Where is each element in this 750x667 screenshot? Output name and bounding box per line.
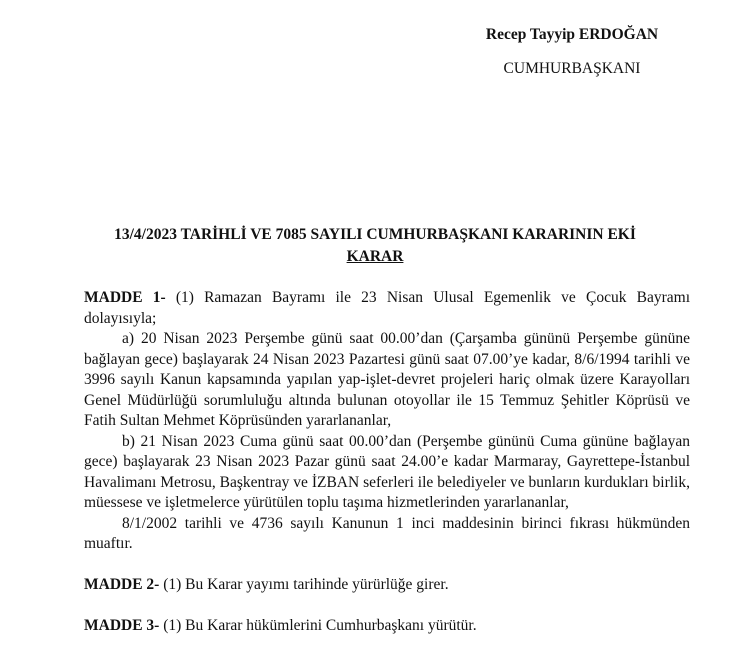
decision-body bbox=[84, 288, 690, 637]
decision-title-line1: 13/4/2023 TARİHLİ VE 7085 SAYILI CUMHURBAŞKANI KARARININ EKİ bbox=[114, 226, 636, 243]
article-3-label: MADDE 3- bbox=[84, 617, 160, 634]
article-1-closing: 8/1/2002 tarihli ve 4736 sayılı Kanunun 1 inci maddesinin birinci fıkrası hükmünden muaftır. bbox=[84, 514, 690, 552]
signer-title: CUMHURBAŞKANI bbox=[503, 60, 641, 77]
decision-title-line2: KARAR bbox=[346, 248, 404, 265]
article-1-intro bbox=[84, 288, 690, 329]
article-3-text: (1) Bu Karar hükümlerini Cumhurbaşkanı yürütür. bbox=[163, 617, 477, 634]
article-3 bbox=[84, 616, 690, 637]
article-1-item-a: a) 20 Nisan 2023 Perşembe günü saat 00.00’dan (Çarşamba gününü Perşembe gününe bağlayan gece) başlayarak 24 Nisan 2023 Pazartesi günü saat 07.00’ye kadar, 8/6/1994 tarihli ve 3996 sayılı Kanun kapsamında yapılan yap-işlet-devret projeleri hariç olmak üzere Karayolları Genel Müdürlüğü sorumluluğu altında bulunan otoyollar ile 15 Temmuz Şehitler Köprüsü ve Fatih Sultan Mehmet Köprüsünden yararlananlar, bbox=[84, 330, 690, 429]
signer-name: Recep Tayyip ERDOĞAN bbox=[485, 26, 659, 43]
article-1-intro-text: (1) Ramazan Bayramı ile 23 Nisan Ulusal Egemenlik ve Çocuk Bayramı dolayısıyla; bbox=[84, 289, 691, 327]
article-2-label: MADDE 2- bbox=[84, 576, 160, 593]
article-2 bbox=[84, 575, 690, 596]
decision-title bbox=[60, 224, 690, 268]
article-1-label: MADDE 1- bbox=[84, 289, 166, 306]
article-1-item-b: b) 21 Nisan 2023 Cuma günü saat 00.00’dan (Perşembe gününü Cuma gününe bağlayan gece) başlayarak 23 Nisan 2023 Pazar günü saat 24.00’e kadar Marmaray, Gayrettepe-İstanbul Havalimanı Metrosu, Başkentray ve İZBAN seferleri ile belediyeler ve bunların kurdukları birlik, müessese ve işletmelerce yürütülen toplu taşıma hizmetlerinden yararlananlar, bbox=[84, 432, 690, 511]
signature-block bbox=[462, 24, 682, 80]
article-2-text: (1) Bu Karar yayımı tarihinde yürürlüğe girer. bbox=[163, 576, 449, 593]
